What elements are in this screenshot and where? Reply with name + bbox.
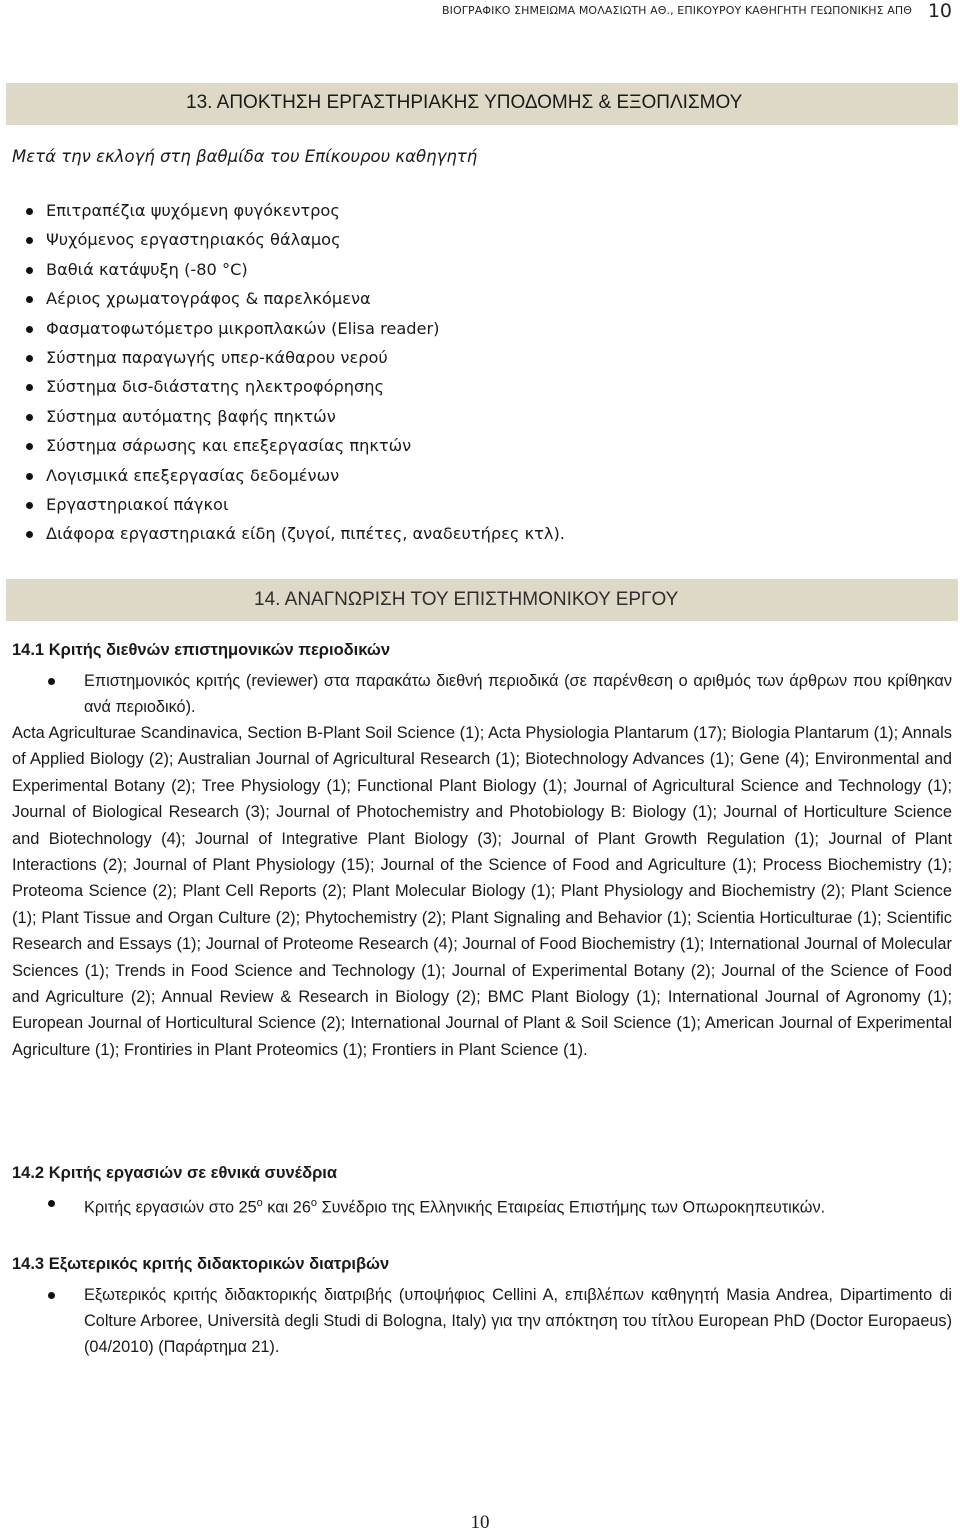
section-13-heading: 13. ΑΠΟΚΤΗΣΗ ΕΡΓΑΣΤΗΡΙΑΚΗΣ ΥΠΟΔΟΜΗΣ & ΕΞΟΠΛΙΣΜΟΥ (6, 83, 958, 125)
conference-reviewer-bullet: Κριτής εργασιών στο $25^o$ και $26^o$ Συνέδριο της Ελληνικής Εταιρείας Επιστήμης των Οπωροκηπευτικών. (84, 1190, 952, 1220)
subsection-14-1-heading (12, 641, 390, 660)
list-item: Σύστημα αυτόματης βαφής πηκτών (26, 402, 565, 431)
list-item: Φασματοφωτόμετρο μικροπλακών (Elisa reader) (26, 314, 565, 343)
list-item: Σύστημα παραγωγής υπερ-κάθαρου νερού (26, 343, 565, 372)
equipment-list (26, 196, 565, 549)
subsection-number: 14.2 (12, 1164, 45, 1182)
subsection-14-2-heading (12, 1164, 337, 1183)
subsection-14-3-heading (12, 1255, 389, 1274)
list-item: Βαθιά κατάψυξη (-80 °C) (26, 255, 565, 284)
header-page-number: 10 (927, 0, 952, 22)
journal-list-paragraph: Acta Agriculturae Scandinavica, Section B-Plant Soil Science (1); Acta Physiologia Plantarum (17); Biologia Plantarum (1); Annals of Applied Biology (2); Australian Journal of Agricultural Research (1); Biotechnology Advances (1); Gene (4); Environmental and Experimental Botany (2); Tree Physiology (1); Functional Plant Biology (1); Journal of Agricultural Science and Technology (1); Journal of Biological Research (3); Journal of Photochemistry and Photobiology B: Biology (1); Journal of Horticulture Science and Biotechnology (4); Journal of Integrative Plant Biology (3); Journal of Plant Growth Regulation (1); Journal of Plant Interactions (2); Journal of Plant Physiology (15); Journal of the Science of Food and Agriculture (1); Process Biochemistry (1); Proteoma Science (2); Plant Cell Reports (2); Plant Molecular Biology (1); Plant Physiology and Biochemistry (2); Plant Science (1); Plant Tissue and Organ Culture (2); Phytochemistry (2); Plant Signaling and Behavior (1); Scientia Horticulturae (1); Scientific Research and Essays (1); Journal of Proteome Research (4); Journal of Food Biochemistry (1); International Journal of Molecular Sciences (1); Trends in Food Science and Technology (1); Journal of Experimental Botany (2); Journal of the Science of Food and Agriculture (2); Annual Review & Research in Biology (2); BMC Plant Biology (1); International Journal of Agronomy (1); European Journal of Horticultural Science (2); International Journal of Plant & Soil Science (1); American Journal of Experimental Agriculture (1); Frontiries in Plant Proteomics (1); Frontiers in Plant Science (1). (12, 724, 952, 1059)
list-item: Σύστημα σάρωσης και επεξεργασίας πηκτών (26, 431, 565, 460)
section-13-subtitle: Μετά την εκλογή στη βαθμίδα του Επίκουρου καθηγητή (12, 147, 478, 166)
list-item: Εργαστηριακοί πάγκοι (26, 490, 565, 519)
list-item: Ψυχόμενος εργαστηριακός θάλαμος (26, 225, 565, 254)
list-item: Αέριος χρωματογράφος & παρελκόμενα (26, 284, 565, 313)
section-14-heading: 14. ΑΝΑΓΝΩΡΙΣΗ ΤΟΥ ΕΠΙΣΤΗΜΟΝΙΚΟΥ ΕΡΓΟΥ (6, 579, 958, 621)
footer-page-number: 10 (470, 1512, 490, 1533)
subsection-number: 14.1 (12, 641, 45, 659)
list-item: Σύστημα δισ-διάστατης ηλεκτροφόρησης (26, 372, 565, 401)
reviewer-bullet: Επιστημονικός κριτής (reviewer) στα παρακάτω διεθνή περιοδικά (σε παρένθεση ο αριθμός των άρθρων που κρίθηκαν ανά περιοδικό). (84, 668, 952, 720)
thesis-reviewer-bullet: Εξωτερικός κριτής διδακτορικής διατριβής (υποψήφιος Cellini A, επιβλέπων καθηγητή Masia Andrea, Dipartimento di Colture Arboree, Università degli Studi di Bologna, Italy) για την απόκτηση του τίτλου European PhD (Doctor Europaeus) (04/2010) (Παράρτημα 21). (84, 1282, 952, 1360)
subsection-title: Κριτής διεθνών επιστημονικών περιοδικών (48, 641, 391, 659)
subsection-title: Εξωτερικός κριτής διδακτορικών διατριβών (48, 1255, 390, 1273)
subsection-number: 14.3 (12, 1255, 45, 1273)
list-item: Λογισμικά επεξεργασίας δεδομένων (26, 461, 565, 490)
running-head: ΒΙΟΓΡΑΦΙΚΟ ΣΗΜΕΙΩΜΑ ΜΟΛΑΣΙΩΤΗ ΑΘ., ΕΠΙΚΟΥΡΟΥ ΚΑΘΗΓΗΤΗ ΓΕΩΠΟΝΙΚΗΣ ΑΠΘ (442, 4, 912, 17)
list-item: Επιτραπέζια ψυχόμενη φυγόκεντρος (26, 196, 565, 225)
list-item: Διάφορα εργαστηριακά είδη (ζυγοί, πιπέτες, αναδευτήρες κτλ). (26, 519, 565, 548)
subsection-title: Κριτής εργασιών σε εθνικά συνέδρια (48, 1164, 338, 1182)
